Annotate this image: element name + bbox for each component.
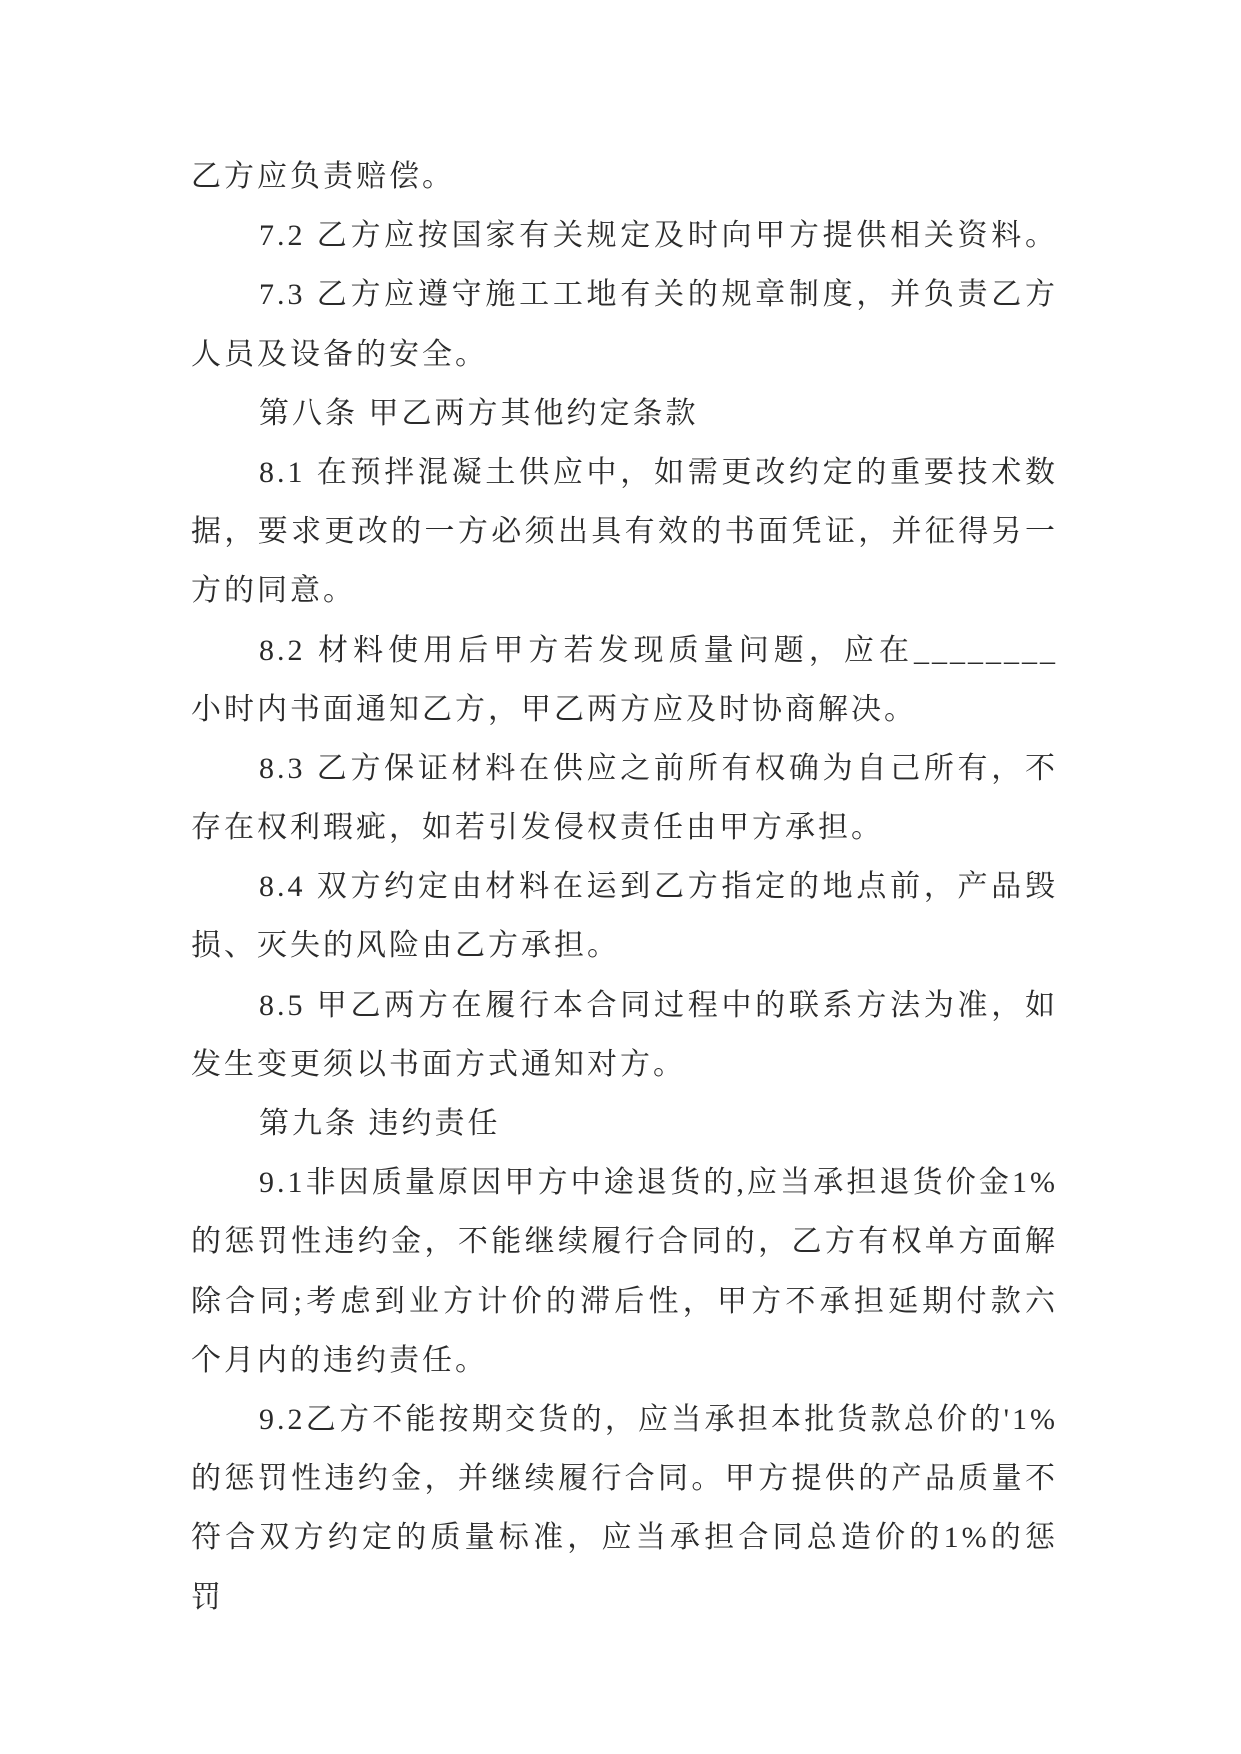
clause-8-4: 8.4 双方约定由材料在运到乙方指定的地点前，产品毁 (259, 870, 1058, 904)
clause-7-2: 7.2 乙方应按国家有关规定及时向甲方提供相关资料。 (259, 219, 1058, 253)
clause-9-2: 9.2乙方不能按期交货的，应当承担本批货款总价的'1% (259, 1402, 1058, 1436)
clause-8-1: 8.1 在预拌混凝土供应中，如需更改约定的重要技术数 (259, 455, 1058, 489)
text-line: 发生变更须以书面方式通知对方。 (191, 1047, 686, 1081)
text-line: 符合双方约定的质量标准，应当承担合同总造价的1%的惩罚 (191, 1521, 1058, 1614)
text-line: 方的同意。 (191, 574, 356, 608)
text-line: 存在权利瑕疵，如若引发侵权责任由甲方承担。 (191, 811, 884, 845)
section-heading-article-8: 第八条 甲乙两方其他约定条款 (259, 396, 699, 430)
text-line: 人员及设备的安全。 (191, 337, 488, 371)
text-line: 除合同;考虑到业方计价的滞后性，甲方不承担延期付款六 (191, 1284, 1058, 1318)
clause-8-3: 8.3 乙方保证材料在供应之前所有权确为自己所有，不 (259, 751, 1058, 785)
clause-7-3: 7.3 乙方应遵守施工工地有关的规章制度，并负责乙方 (259, 278, 1058, 312)
text-line: 个月内的违约责任。 (191, 1343, 488, 1377)
clause-8-2: 8.2 材料使用后甲方若发现质量问题，应在________ (259, 633, 1058, 667)
clause-9-1: 9.1非因质量原因甲方中途退货的,应当承担退货价金1% (259, 1166, 1058, 1200)
text-line: 乙方应负责赔偿。 (191, 160, 455, 193)
text-line: 小时内书面通知乙方，甲乙两方应及时协商解决。 (191, 692, 917, 726)
clause-8-5: 8.5 甲乙两方在履行本合同过程中的联系方法为准，如 (259, 988, 1058, 1022)
text-line: 的惩罚性违约金，不能继续履行合同的，乙方有权单方面解 (191, 1225, 1058, 1259)
section-heading-article-9: 第九条 违约责任 (259, 1107, 501, 1140)
text-line: 损、灭失的风险由乙方承担。 (191, 929, 620, 963)
text-line: 的惩罚性违约金，并继续履行合同。甲方提供的产品质量不 (191, 1462, 1058, 1496)
document-body (191, 147, 1058, 1614)
text-line: 据，要求更改的一方必须出具有效的书面凭证，并征得另一 (191, 515, 1058, 549)
